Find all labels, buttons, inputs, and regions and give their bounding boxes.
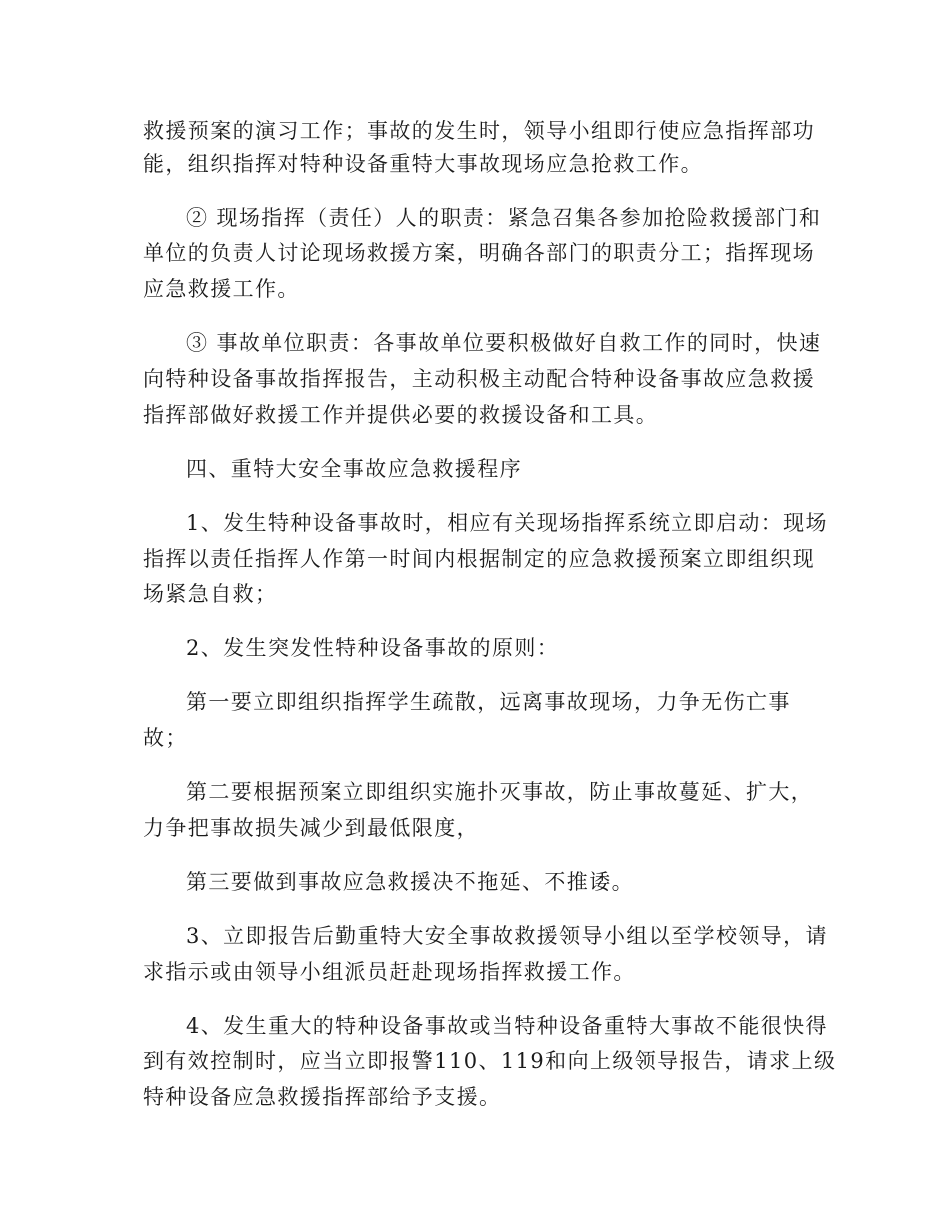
paragraph-line: 3、立即报告后勤重特大安全事故救援领导小组以至学校领导，请 [186,924,828,948]
paragraph-line: 第三要做到事故应急救援决不拖延、不推诿。 [186,870,634,894]
paragraph-line: 求指示或由领导小组派员赶赴现场指挥救援工作。 [143,960,636,984]
paragraph-line: 应急救援工作。 [143,277,300,301]
section-heading: 四、重特大安全事故应急救援程序 [186,457,522,481]
paragraph-line: 能，组织指挥对特种设备重特大事故现场应急抢救工作。 [143,152,703,176]
paragraph-line: 场紧急自救； [143,582,278,606]
paragraph-line: 第一要立即组织指挥学生疏散，远离事故现场，力争无伤亡事 [186,690,791,714]
paragraph-line: ③ 事故单位职责：各事故单位要积极做好自救工作的同时，快速 [186,331,822,355]
paragraph-line: 4、发生重大的特种设备事故或当特种设备重特大事故不能很快得 [186,1014,828,1038]
paragraph-line: 1、发生特种设备事故时，相应有关现场指挥系统立即启动：现场 [186,511,828,535]
paragraph-line: 单位的负责人讨论现场救援方案，明确各部门的职责分工；指挥现场 [143,241,815,265]
paragraph-line: 救援预案的演习工作；事故的发生时，领导小组即行使应急指挥部功 [143,119,815,143]
paragraph-line: 到有效控制时，应当立即报警110、119和向上级领导报告，请求上级 [143,1049,837,1073]
paragraph-line: 2、发生突发性特种设备事故的原则： [186,636,560,660]
paragraph-line: 力争把事故损失减少到最低限度， [143,816,479,840]
paragraph-line: 特种设备应急救援指挥部给予支援。 [143,1085,502,1109]
paragraph-line: ② 现场指挥（责任）人的职责：紧急召集各参加抢险救援部门和 [186,206,822,230]
paragraph-line: 故； [143,726,188,750]
paragraph-line: 第二要根据预案立即组织实施扑灭事故，防止事故蔓延、扩大， [186,780,814,804]
paragraph-line: 指挥以责任指挥人作第一时间内根据制定的应急救援预案立即组织现 [143,547,815,571]
paragraph-line: 向特种设备事故指挥报告，主动积极主动配合特种设备事故应急救援 [143,367,815,391]
paragraph-line: 指挥部做好救援工作并提供必要的救援设备和工具。 [143,403,659,427]
